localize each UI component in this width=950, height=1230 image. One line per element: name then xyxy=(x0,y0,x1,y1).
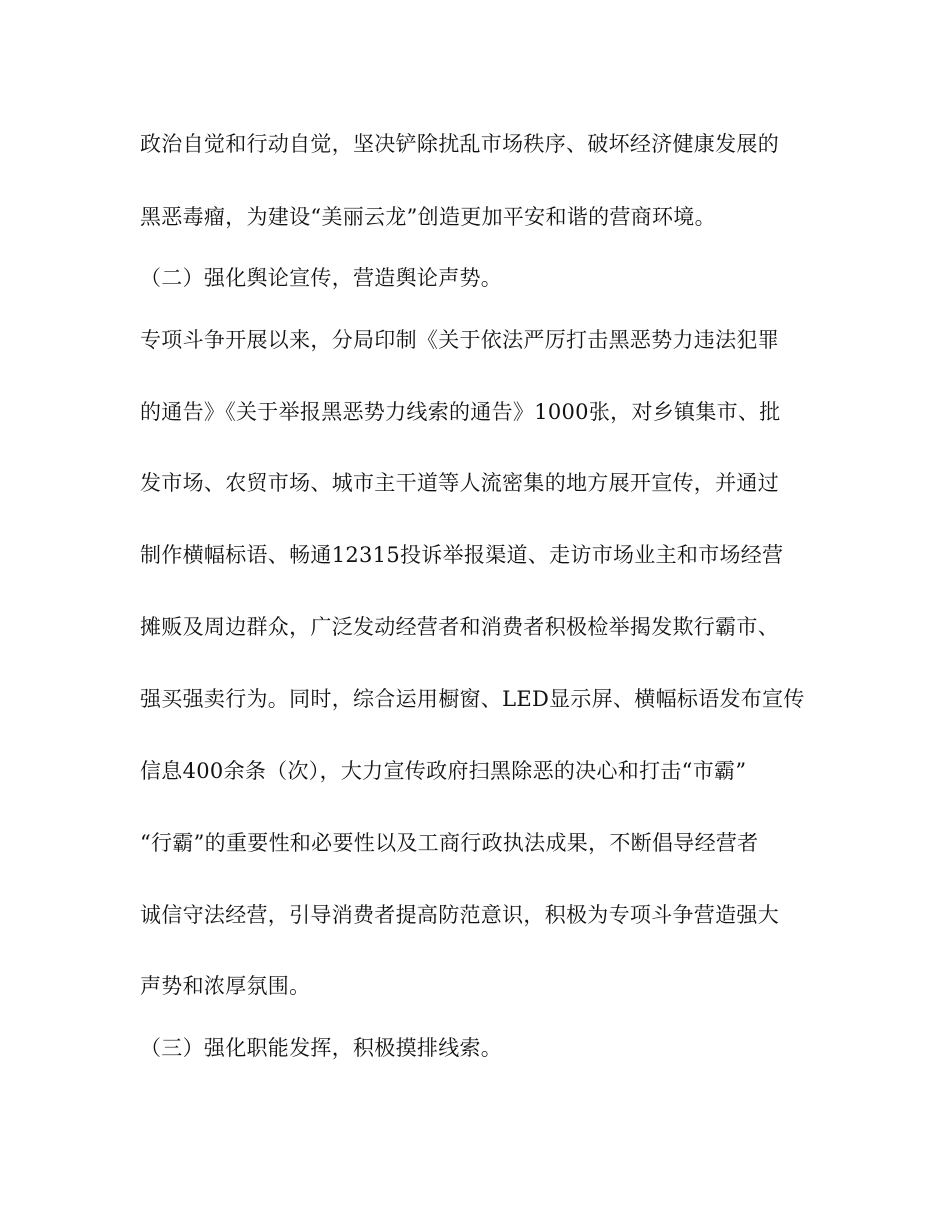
text-line: 政治自觉和行动自觉，坚决铲除扰乱市场秩序、破坏经济健康发展的 xyxy=(140,132,779,156)
section-heading: （二）强化舆论宣传，营造舆论声势。 xyxy=(140,266,503,290)
text-line: 强买强卖行为。同时，综合运用橱窗、LED显示屏、横幅标语发布宣传 xyxy=(140,687,805,711)
text-line: 声势和浓厚氛围。 xyxy=(140,974,311,998)
text-line: 诚信守法经营，引导消费者提高防范意识，积极为专项斗争营造强大 xyxy=(140,903,779,927)
text-line: 摊贩及周边群众，广泛发动经营者和消费者积极检举揭发欺行霸市、 xyxy=(140,615,779,639)
text-line: 的通告》《关于举报黑恶势力线索的通告》1000张，对乡镇集市、批 xyxy=(140,400,781,424)
text-line: “行霸”的重要性和必要性以及工商行政执法成果，不断倡导经营者 xyxy=(140,831,759,855)
text-line: 信息400余条（次），大力宣传政府扫黑除恶的决心和打击“市霸” xyxy=(140,759,747,783)
text-line: 黑恶毒瘤，为建设“美丽云龙”创造更加平安和谐的营商环境。 xyxy=(140,205,716,229)
text-line: 专项斗争开展以来，分局印制《关于依法严厉打击黑恶势力违法犯罪 xyxy=(140,328,779,352)
text-line: 制作横幅标语、畅通12315投诉举报渠道、走访市场业主和市场经营 xyxy=(140,543,784,567)
text-line: 发市场、农贸市场、城市主干道等人流密集的地方展开宣传，并通过 xyxy=(140,471,779,495)
section-heading: （三）强化职能发挥，积极摸排线索。 xyxy=(140,1036,503,1060)
